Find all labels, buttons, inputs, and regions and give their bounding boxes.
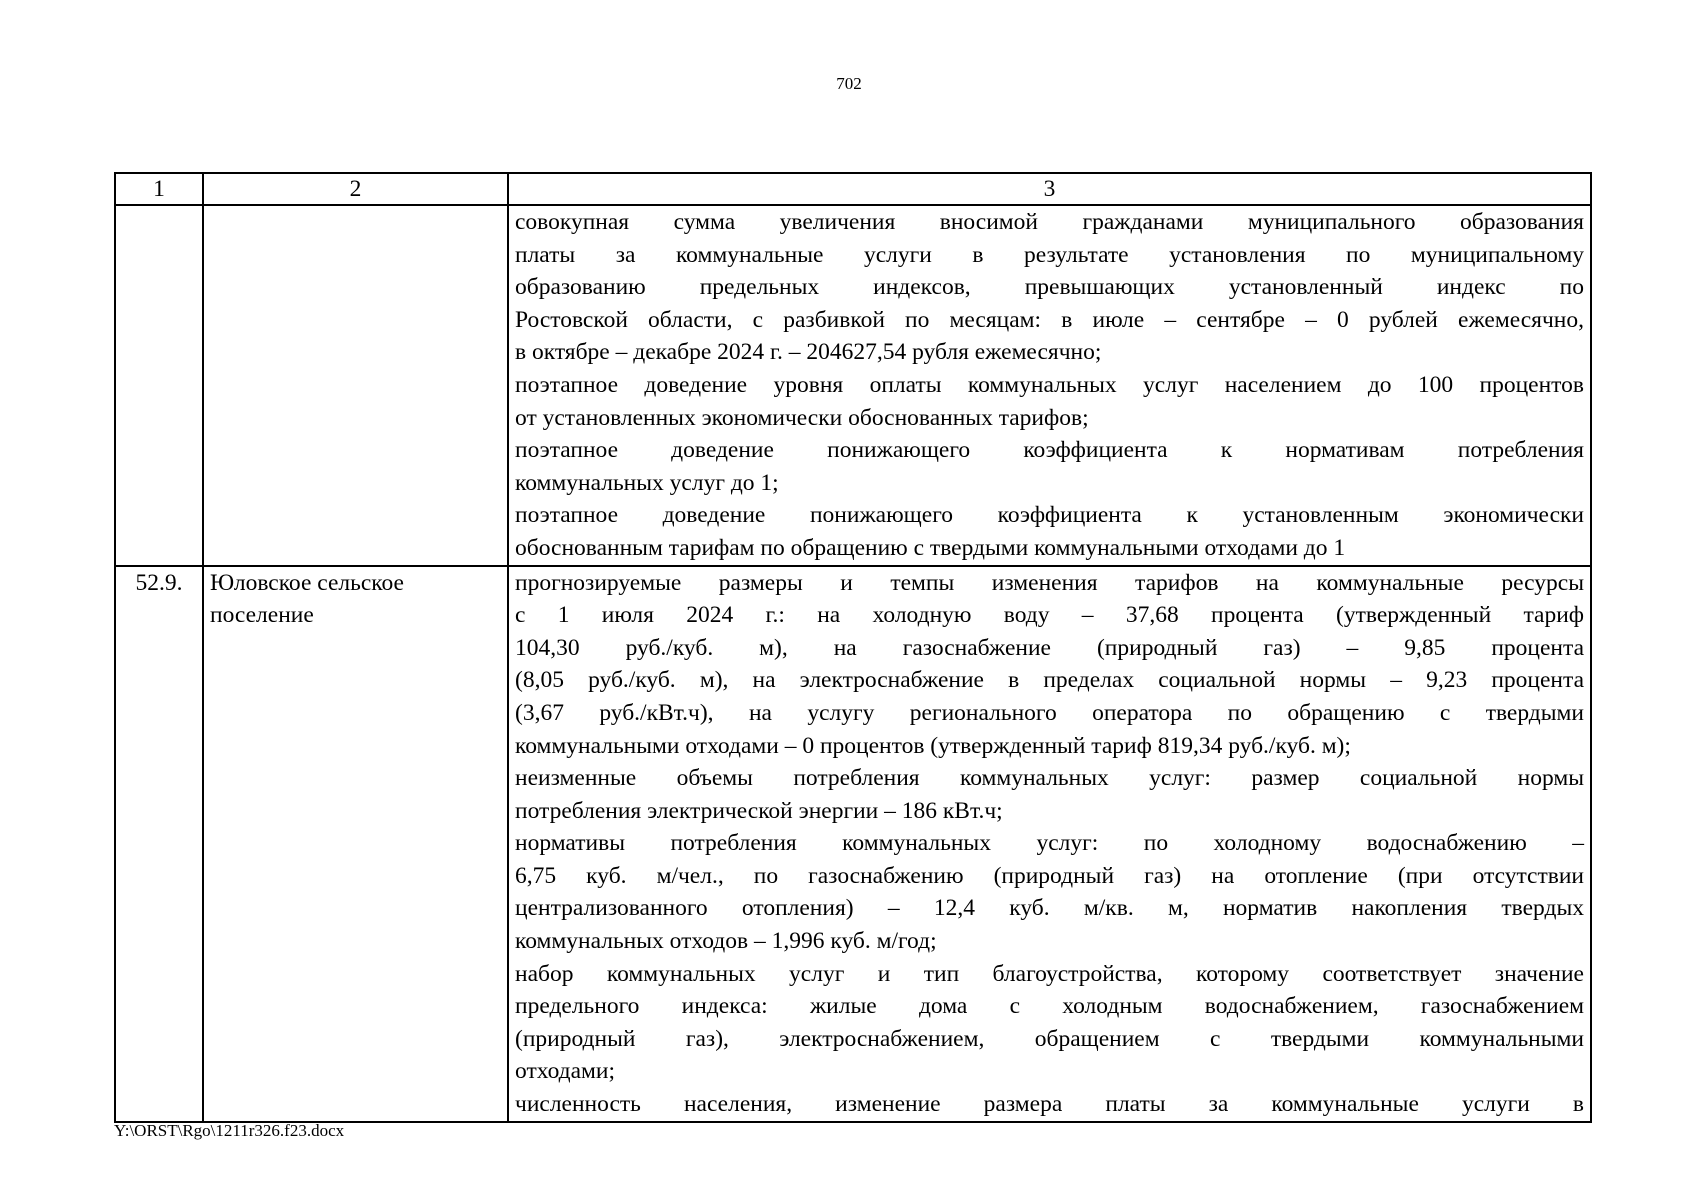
text-line: коммунальных услуг до 1; xyxy=(515,469,779,496)
text-line: потребления электрической энергии – 186 кВт.ч; xyxy=(515,797,1003,824)
text-line: в октябре – декабре 2024 г. – 204627,54 рубля ежемесячно; xyxy=(515,339,1102,366)
text-line: Ростовской области, с разбивкой по месяцам: в июле – сентябре – 0 рублей ежемесячно, xyxy=(515,306,1584,333)
text-line: совокупная сумма увеличения вносимой гражданами муниципального образования xyxy=(515,209,1584,235)
table-header-row xyxy=(115,173,1591,205)
text-line: отходами; xyxy=(515,1058,616,1085)
text-line: (3,67 руб./кВт.ч), на услугу регионального оператора по обращению с твердыми xyxy=(515,699,1584,726)
header-col-3: 3 xyxy=(508,173,1591,205)
row-number-cell xyxy=(115,205,203,566)
text-line: (природный газ), электроснабжением, обращением с твердыми коммунальными xyxy=(515,1025,1584,1052)
text-line: неизменные объемы потребления коммунальных услуг: размер социальной нормы xyxy=(515,765,1584,792)
settlement-name-cell xyxy=(203,205,508,566)
text-line: от установленных экономически обоснованных тарифов; xyxy=(515,404,1089,431)
settlement-name-line: поселение xyxy=(210,602,314,629)
description-cell xyxy=(508,205,1591,566)
text-line: коммунальных отходов – 1,996 куб. м/год; xyxy=(515,928,937,955)
footer-file-path: Y:\ORST\Rgo\1211r326.f23.docx xyxy=(114,1121,345,1140)
document-table xyxy=(114,172,1592,1123)
row-number-cell: 52.9. xyxy=(115,566,203,1122)
text-line: обоснованным тарифам по обращению с твердыми коммунальными отходами до 1 xyxy=(515,534,1346,561)
text-line: нормативы потребления коммунальных услуг: по холодному водоснабжению – xyxy=(515,830,1584,857)
text-line: 104,30 руб./куб. м), на газоснабжение (природный газ) – 9,85 процента xyxy=(515,634,1584,661)
settlement-name-line: Юловское сельское xyxy=(210,569,404,596)
text-line: образованию предельных индексов, превышающих установленный индекс по xyxy=(515,274,1584,301)
text-line: поэтапное доведение понижающего коэффициента к нормативам потребления xyxy=(515,437,1584,464)
text-line: предельного индекса: жилые дома с холодным водоснабжением, газоснабжением xyxy=(515,993,1584,1020)
table-row-52-9 xyxy=(115,566,1591,1122)
header-col-1: 1 xyxy=(115,173,203,205)
text-line: коммунальными отходами – 0 процентов (утвержденный тариф 819,34 руб./куб. м); xyxy=(515,732,1351,759)
header-col-2: 2 xyxy=(203,173,508,205)
settlement-name-cell xyxy=(203,566,508,1122)
text-line: платы за коммунальные услуги в результате установления по муниципальному xyxy=(515,241,1584,268)
text-line: поэтапное доведение понижающего коэффициента к установленным экономически xyxy=(515,502,1584,529)
text-line: централизованного отопления) – 12,4 куб. м/кв. м, норматив накопления твердых xyxy=(515,895,1584,922)
text-line: прогнозируемые размеры и темпы изменения тарифов на коммунальные ресурсы xyxy=(515,569,1584,596)
page-number: 702 xyxy=(836,74,862,93)
text-line: 6,75 куб. м/чел., по газоснабжению (природный газ) на отопление (при отсутствии xyxy=(515,862,1584,889)
text-line: поэтапное доведение уровня оплаты коммунальных услуг населением до 100 процентов xyxy=(515,371,1584,398)
description-cell xyxy=(508,566,1591,1122)
text-line: численность населения, изменение размера платы за коммунальные услуги в xyxy=(515,1091,1584,1118)
table-row-continuation xyxy=(115,205,1591,566)
text-line: с 1 июля 2024 г.: на холодную воду – 37,68 процента (утвержденный тариф xyxy=(515,602,1584,629)
text-line: (8,05 руб./куб. м), на электроснабжение в пределах социальной нормы – 9,23 процента xyxy=(515,667,1584,694)
text-line: набор коммунальных услуг и тип благоустройства, которому соответствует значение xyxy=(515,960,1584,987)
